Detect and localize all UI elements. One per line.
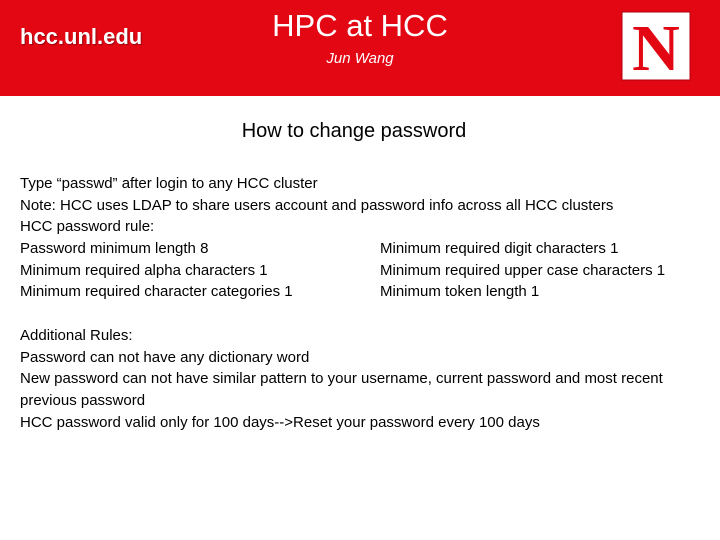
slide-body xyxy=(20,173,710,433)
rule-item: Minimum required character categories 1 xyxy=(20,283,293,301)
rule-item: Minimum token length 1 xyxy=(380,283,540,301)
rule-item: Password minimum length 8 xyxy=(20,240,209,258)
rule-item: Minimum required alpha characters 1 xyxy=(20,261,268,279)
spacer xyxy=(20,303,710,325)
additional-rule: New password can not have similar pattern to your username, current password and most recent previous password xyxy=(20,370,663,409)
section-heading: How to change password xyxy=(241,120,467,142)
rule-item: Minimum required digit characters 1 xyxy=(380,240,619,258)
site-url: hcc.unl.edu xyxy=(20,24,143,49)
university-logo-icon xyxy=(620,10,692,82)
additional-rule: HCC password valid only for 100 days-->Reset your password every 100 days xyxy=(20,413,540,431)
additional-rules-title: Additional Rules: xyxy=(20,326,133,344)
password-rules xyxy=(20,238,710,303)
additional-rule: Password can not have any dictionary word xyxy=(20,348,310,366)
slide-title: HPC at HCC xyxy=(272,8,448,43)
author-name: Jun Wang xyxy=(326,50,394,67)
intro-line: HCC password rule: xyxy=(20,218,155,236)
intro-line: Note: HCC uses LDAP to share users account and password info across all HCC clusters xyxy=(20,196,614,214)
rule-item: Minimum required upper case characters 1 xyxy=(380,261,666,279)
intro-line: Type “passwd” after login to any HCC cluster xyxy=(20,175,318,192)
logo-letter: N xyxy=(632,12,680,82)
header-banner xyxy=(0,0,720,96)
